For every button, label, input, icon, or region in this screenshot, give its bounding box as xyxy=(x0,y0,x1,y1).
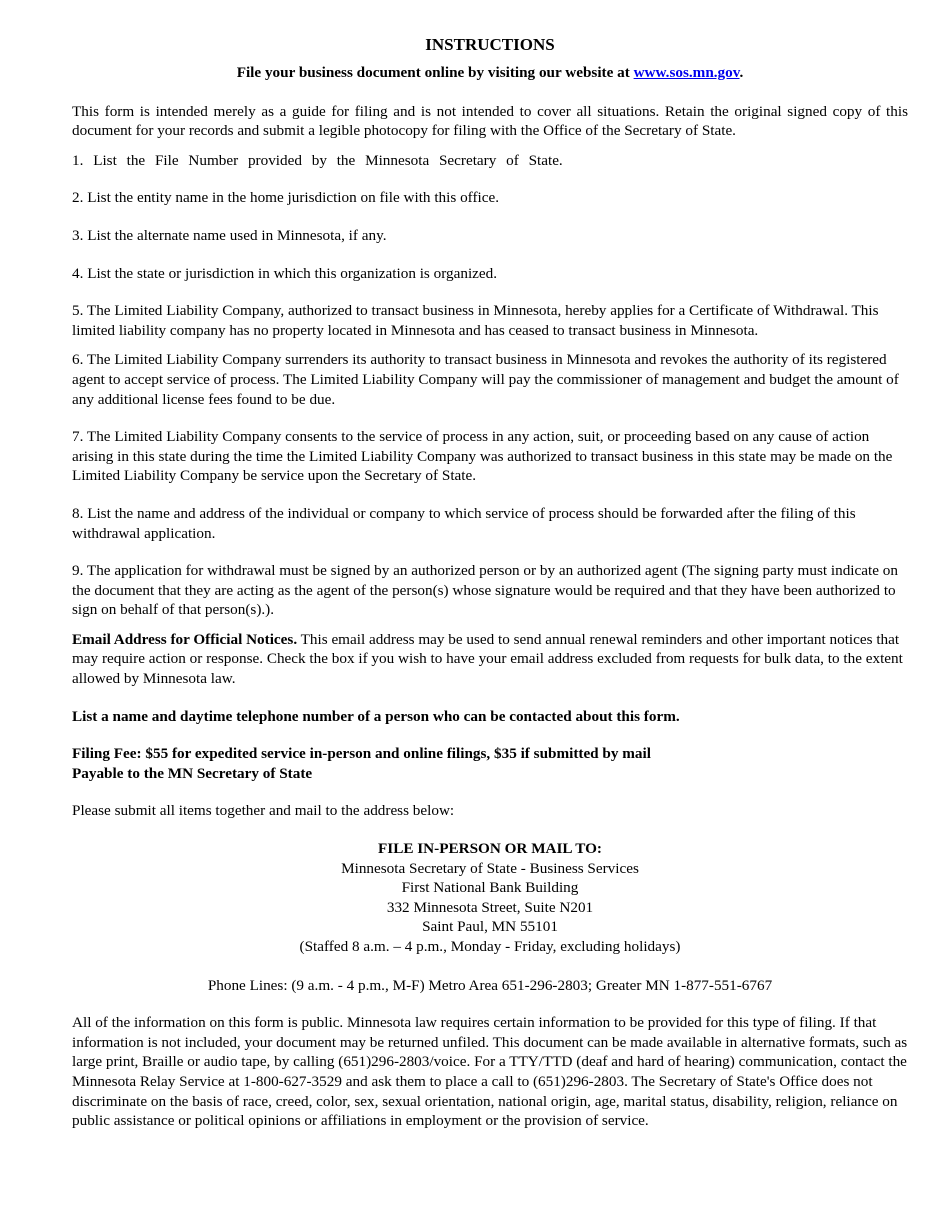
online-prefix: File your business document online by visiting our website at xyxy=(236,64,634,81)
intro-paragraph: This form is intended merely as a guide for filing and is not intended to cover all situations. Retain the original signed copy of this document for your records and submit a legible photocopy for filing with the Office of the Secretary of State. xyxy=(72,102,908,140)
submit-note: Please submit all items together and mail to the address below: xyxy=(72,802,455,820)
instruction-item-3: 3. List the alternate name used in Minnesota, if any. xyxy=(72,226,387,244)
instruction-item-8: 8. List the name and address of the individual or company to which service of process should be forwarded after the filing of this withdrawal application. xyxy=(72,504,856,542)
instruction-item-5: 5. The Limited Liability Company, authorized to transact business in Minnesota, hereby applies for a Certificate of Withdrawal. This limited liability company has no property located in Minnesota and has ceased to transact business in Minnesota. xyxy=(72,302,879,339)
instruction-item-4: 4. List the state or jurisdiction in which this organization is organized. xyxy=(72,264,498,282)
contact-note: List a name and daytime telephone number of a person who can be contacted about this form. xyxy=(72,707,680,725)
office-hours: (Staffed 8 a.m. – 4 p.m., Monday - Friday, excluding holidays) xyxy=(299,938,681,955)
address-line-2: First National Bank Building xyxy=(401,879,579,897)
online-suffix: . xyxy=(739,64,744,81)
phone-lines: Phone Lines: (9 a.m. - 4 p.m., M-F) Metro Area 651-296-2803; Greater MN 1-877-551-6767 xyxy=(207,976,773,994)
instruction-item-6: 6. The Limited Liability Company surrenders its authority to transact business in Minnesota and revokes the authority of its registered agent to accept service of process. The Limited Liability Company will pay the commissioner of management and budget the amount of any additional license fees found to be due. xyxy=(72,351,899,408)
email-text: This email address may be used to send annual renewal reminders and other important notices that may require action or response. Check the box if you wish to have your email address excluded from requests for bulk data, to the extent allowed by Minnesota law. xyxy=(72,630,903,688)
email-label: Email Address for Official Notices. xyxy=(72,630,298,648)
filing-fee-line: Filing Fee: $55 for expedited service in-person and online filings, $35 if submitted by mail xyxy=(72,745,651,763)
address-line-1: Minnesota Secretary of State - Business Services xyxy=(341,859,639,877)
instruction-item-7: 7. The Limited Liability Company consents to the service of process in any action, suit, or proceeding based on any cause of action arising in this state during the time the Limited Liability Company was authorized to transact business in this state may be made on the Limited Liability Company be service upon the Secretary of State. xyxy=(72,428,893,485)
address-line-3: 332 Minnesota Street, Suite N201 xyxy=(386,898,594,916)
payable-line: Payable to the MN Secretary of State xyxy=(72,764,313,782)
address-line-4: Saint Paul, MN 55101 xyxy=(422,918,558,936)
page-title: INSTRUCTIONS xyxy=(425,35,555,54)
instruction-item-9: 9. The application for withdrawal must be signed by an authorized person or by an authorized agent (The signing party must indicate on the document that they are acting as the agent of the person(s) whose signature would be required and that they have been authorized to sign on behalf of that person(s).). xyxy=(72,562,898,619)
instructions-page xyxy=(72,34,908,1131)
instruction-item-2: 2. List the entity name in the home jurisdiction on file with this office. xyxy=(72,189,499,207)
email-paragraph xyxy=(72,630,908,689)
online-filing-line xyxy=(72,63,908,83)
address-heading: FILE IN-PERSON OR MAIL TO: xyxy=(378,840,602,858)
instruction-item-1: 1. List the File Number provided by the Minnesota Secretary of State. xyxy=(72,151,563,169)
mailing-address xyxy=(72,839,908,957)
website-link[interactable]: www.sos.mn.gov xyxy=(633,64,740,81)
public-notice: All of the information on this form is public. Minnesota law requires certain information to be provided for this type of filing. If that information is not included, your document may be returned unfiled. This document can be made available in alternative formats, such as large print, Braille or audio tape, by calling (651)296-2803/voice. For a TTY/TTD (deaf and hard of hearing) communication, contact the Minnesota Relay Service at 1-800-627-3529 and ask them to place a call to (651)296-2803. The Secretary of State's Office does not discriminate on the basis of race, creed, color, sex, sexual orientation, national origin, age, marital status, disability, religion, reliance on public assistance or political opinions or affiliations in employment or the provision of service. xyxy=(72,1014,908,1130)
